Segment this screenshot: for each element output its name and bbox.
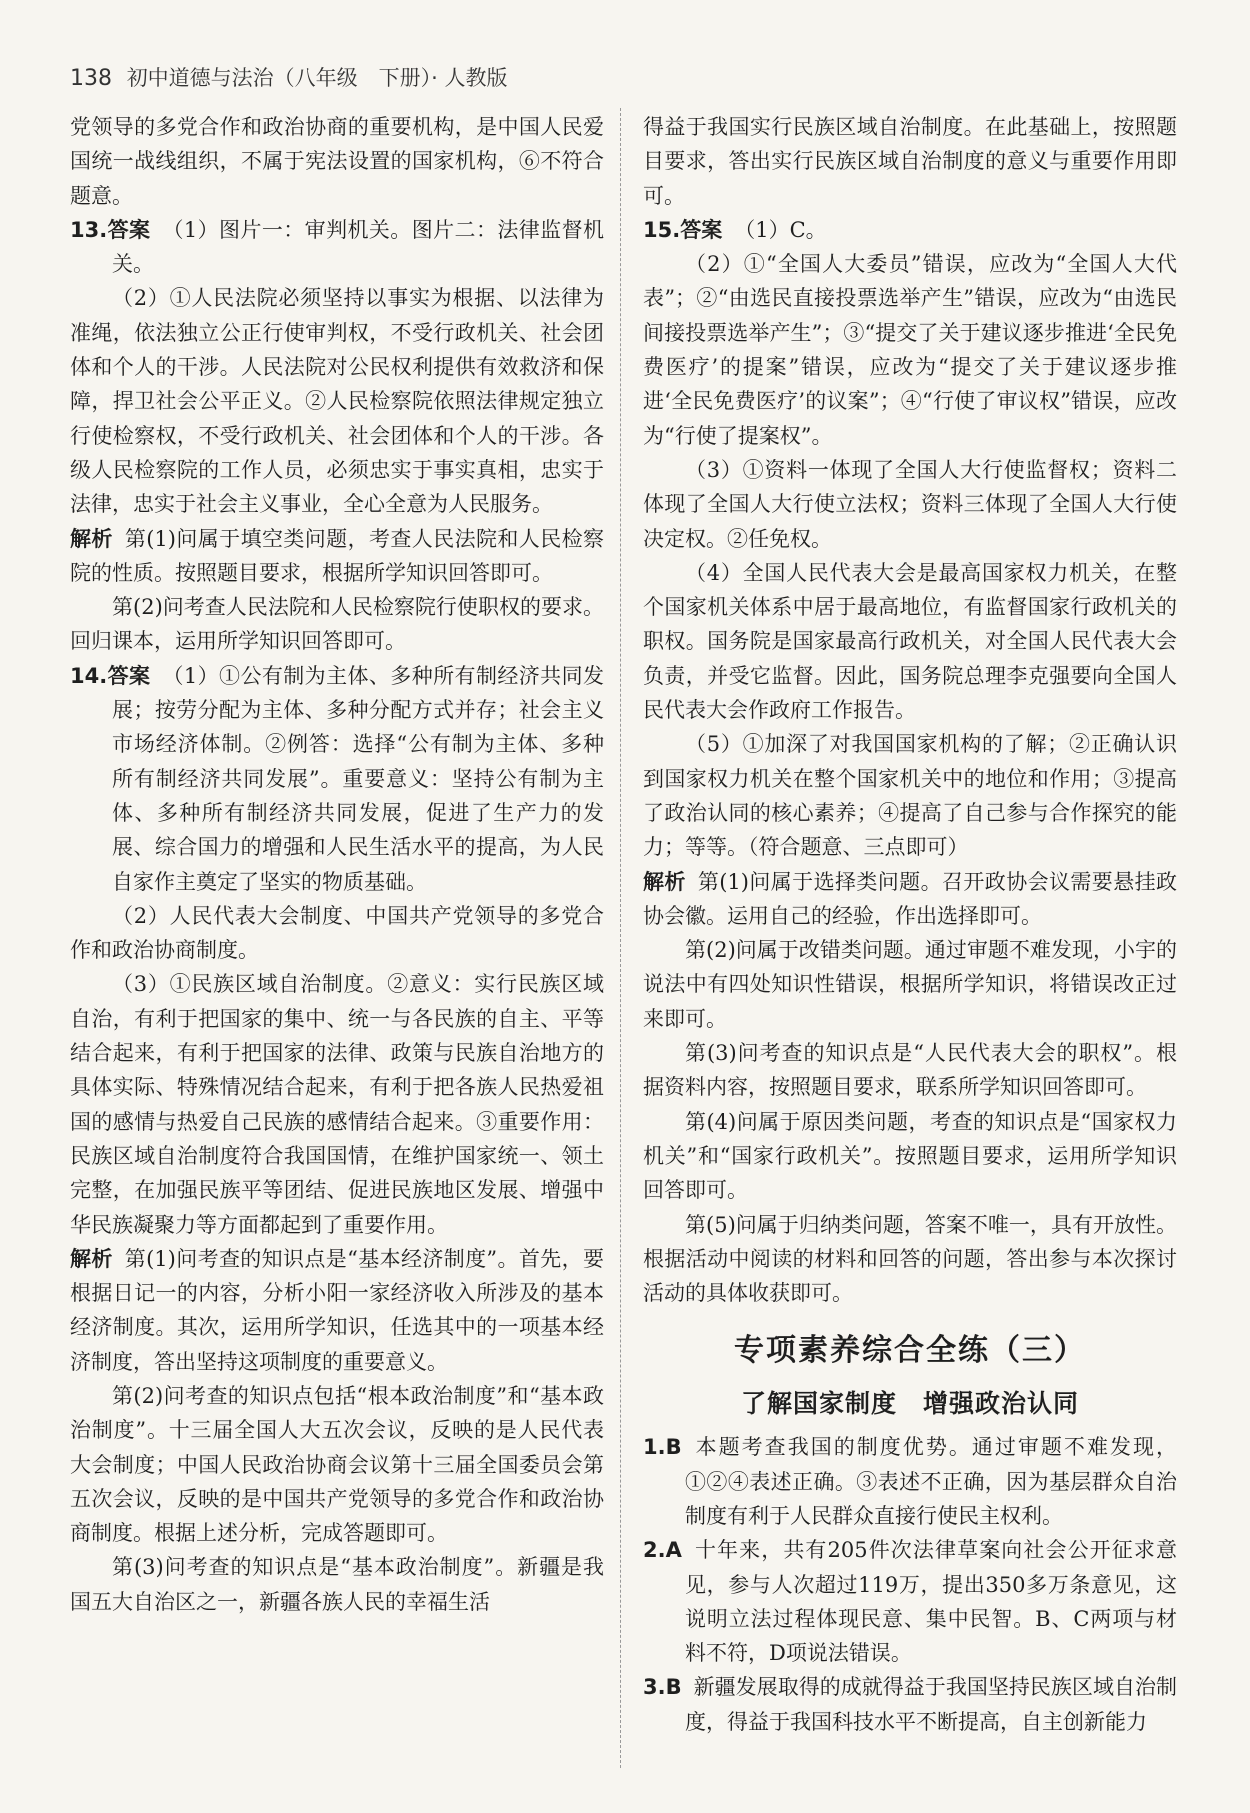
analysis-text: 第(2)问考查人民法院和人民检察院行使职权的要求。回归课本，运用所学知识回答即可。 — [70, 595, 604, 654]
item-text: 十年来，共有205件次法律草案向社会公开征求意见，参与人次超过119万，提出350多万条意见，这说明立法过程体现民意、集中民智。B、C两项与材料不符，D项说法错误。 — [685, 1538, 1177, 1666]
analysis-text: 第(5)问属于归纳类问题，答案不唯一，具有开放性。根据活动中阅读的材料和回答的问题，答出参与本次探讨活动的具体收获即可。 — [643, 1212, 1177, 1306]
analysis-text: 第(2)问属于改错类问题。通过审题不难发现，小宇的说法中有四处知识性错误，根据所学知识，将错误改正过来即可。 — [643, 938, 1177, 1031]
answer-text: （1）C。 — [734, 217, 827, 242]
answer-paragraph — [643, 213, 1177, 247]
analysis-paragraph — [70, 1242, 604, 1379]
right-column — [643, 110, 1177, 1739]
page-header — [70, 62, 508, 92]
item-text: 本题考查我国的制度优势。通过审题不难发现，①②④表述正确。③表述不正确，因为基层群众自治制度有利于人民群众直接行使民主权利。 — [685, 1435, 1177, 1528]
item-answer: 2.A — [643, 1538, 682, 1563]
analysis-text: 第(1)问属于选择类问题。召开政协会议需要悬挂政协会徽。运用自己的经验，作出选择即可。 — [643, 869, 1178, 928]
answer-text: （3）①资料一体现了全国人大行使监督权；资料二体现了全国人大行使立法权；资料三体现了全国人大行使决定权。②任免权。 — [643, 457, 1177, 551]
answer-text: （2）人民代表大会制度、中国共产党领导的多党合作和政治协商制度。 — [70, 903, 604, 963]
answer-text: （3）①民族区域自治制度。②意义：实行民族区域自治，有利于把国家的集中、统一与各民族的自主、平等结合起来，有利于把国家的法律、政策与民族自治地方的具体实际、特殊情况结合起来，有利于把各族人民热爱祖国的感情与热爱自己民族的感情结合起来。③重要作用：民族区域自治制度符合我国国情，在维护国家统一、领土完整，在加强民族平等团结、促进民族地区发展、增强中华民族凝聚力等方面都起到了重要作用。 — [70, 972, 604, 1237]
book-title: 初中道德与法治（八年级 下册）· 人教版 — [126, 66, 508, 90]
analysis-tag: 解析 — [70, 526, 113, 551]
answer-text: （5）①加深了对我国国家机构的了解；②正确认识到国家权力机关在整个国家机关中的地位和作用；③提高了政治认同的核心素养；④提高了自己参与合作探究的能力；等等。（符合题意、三点即可） — [643, 732, 1177, 860]
question-15 — [643, 213, 1177, 1311]
column-divider — [620, 108, 621, 1768]
item-answer: 3.B — [643, 1675, 682, 1700]
analysis-text: 第(4)问属于原因类问题，考查的知识点是“国家权力机关”和“国家行政机关”。按照题目要求，运用所学知识回答即可。 — [643, 1109, 1177, 1203]
list-item — [643, 1670, 1177, 1739]
analysis-paragraph — [643, 865, 1177, 934]
answer-text: （1）①公有制为主体、多种所有制经济共同发展；按劳分配为主体、多种分配方式并存；社会主义市场经济体制。②例答：选择“公有制为主体、多种所有制经济共同发展”。重要意义：坚持公有制为主体、多种所有制经济共同发展，促进了生产力的发展、综合国力的增强和人民生活水平的提高，为人民自家作主奠定了坚实的物质基础。 — [112, 663, 605, 894]
left-column — [70, 110, 604, 1619]
analysis-text: 第(2)问考查的知识点包括“根本政治制度”和“基本政治制度”。十三届全国人大五次会议，反映的是人民代表大会制度；中国人民政治协商会议第十三届全国委员会第五次会议，反映的是中国共产党领导的多党合作和政治协商制度。根据上述分析，完成答题即可。 — [70, 1383, 604, 1546]
item-answer: 1.B — [643, 1435, 682, 1460]
continued-text: 党领导的多党合作和政治协商的重要机构，是中国人民爱国统一战线组织，不属于宪法设置的国家机构，⑥不符合题意。 — [70, 115, 604, 208]
answer-text: （2）①人民法院必须坚持以事实为根据、以法律为准绳，依法独立公正行使审判权，不受行政机关、社会团体和个人的干涉。人民法院对公民权利提供有效救济和保障，捍卫社会公平正义。②人民检察院依照法律规定独立行使检察权，不受行政机关、社会团体和个人的干涉。各级人民检察院的工作人员，必须忠实于事实真相，忠实于法律，忠实于社会主义事业，全心全意为人民服务。 — [70, 286, 604, 517]
question-14 — [70, 659, 604, 1619]
analysis-text: 第(1)问考查的知识点是“基本经济制度”。首先，要根据日记一的内容，分析小阳一家经济收入所涉及的基本经济制度。其次，运用所学知识，任选其中的一项基本经济制度，答出坚持这项制度的重要意义。 — [70, 1246, 605, 1374]
question-number: 13. — [70, 217, 108, 242]
section-subtitle: 了解国家制度 增强政治认同 — [740, 1389, 1079, 1419]
analysis-tag: 解析 — [643, 869, 686, 894]
answer-text: （2）①“全国人大委员”错误，应改为“全国人大代表”；②“由选民直接投票选举产生”错误，应改为“由选民间接投票选举产生”；③“提交了关于建议逐步推进‘全民免费医疗’的提案”错误，应改为“提交了关于建议逐步推进‘全民免费医疗’的议案”；④“行使了审议权”错误，应改为“行使了提案权”。 — [643, 252, 1177, 448]
question-13 — [70, 213, 604, 659]
question-number: 14. — [70, 663, 108, 688]
answer-paragraph — [70, 213, 604, 282]
question-number: 15. — [643, 217, 681, 242]
continued-text: 得益于我国实行民族区域自治制度。在此基础上，按照题目要求，答出实行民族区域自治制度的意义与重要作用即可。 — [643, 115, 1177, 208]
analysis-paragraph — [70, 522, 604, 591]
answer-paragraph — [70, 659, 604, 899]
section-title: 专项素养综合全练（三） — [734, 1333, 1086, 1369]
list-item — [643, 1533, 1177, 1670]
page-number: 138 — [70, 66, 112, 91]
list-item — [643, 1430, 1177, 1533]
answer-tag: 答案 — [680, 217, 723, 242]
answer-text: （4）全国人民代表大会是最高国家权力机关，在整个国家机关体系中居于最高地位，有监督国家行政机关的职权。国务院是国家最高行政机关，对全国人民代表大会负责，并受它监督。因此，国务院总理李克强要向全国人民代表大会作政府工作报告。 — [643, 560, 1177, 723]
analysis-text: 第(3)问考查的知识点是“基本政治制度”。新疆是我国五大自治区之一，新疆各族人民的幸福生活 — [70, 1555, 604, 1614]
answer-tag: 答案 — [107, 663, 151, 688]
item-text: 新疆发展取得的成就得益于我国坚持民族区域自治制度，得益于我国科技水平不断提高，自主创新能力 — [685, 1675, 1177, 1734]
analysis-text: 第(3)问考查的知识点是“人民代表大会的职权”。根据资料内容，按照题目要求，联系所学知识回答即可。 — [643, 1041, 1177, 1100]
analysis-text: 第(1)问属于填空类问题，考查人民法院和人民检察院的性质。按照题目要求，根据所学知识回答即可。 — [70, 526, 605, 585]
answer-text: （1）图片一：审判机关。图片二：法律监督机关。 — [112, 217, 605, 277]
answer-tag: 答案 — [107, 217, 151, 242]
analysis-tag: 解析 — [70, 1246, 113, 1271]
